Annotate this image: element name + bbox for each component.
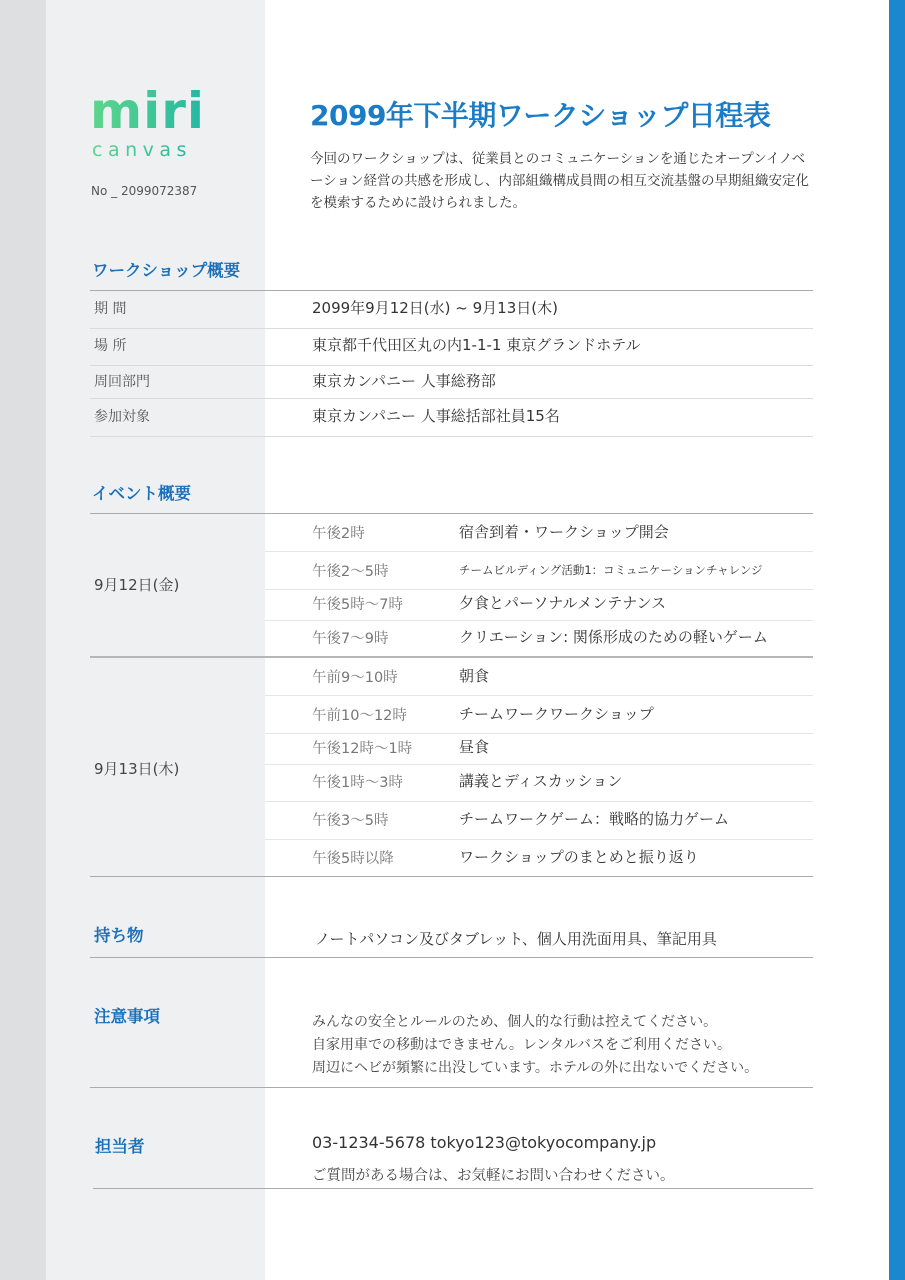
divider <box>265 620 813 621</box>
divider <box>90 398 813 399</box>
event-activity: 講義とディスカッション <box>459 772 623 790</box>
overview-value-department: 東京カンパニー 人事総務部 <box>312 372 496 390</box>
event-time: 午後7～9時 <box>312 631 389 647</box>
contact-phone-email: 03-1234-5678 tokyo123@tokyocompany.jp <box>312 1133 657 1152</box>
event-activity: チームワークゲーム：戦略的協力ゲーム <box>459 810 730 828</box>
divider <box>90 1087 813 1088</box>
divider <box>93 1188 813 1189</box>
event-activity: 朝食 <box>459 667 490 685</box>
note-line: 周辺にヘビが頻繁に出没しています。ホテルの外に出ないでください。 <box>312 1060 759 1076</box>
logo-wordmark-bottom: canvas <box>92 139 192 160</box>
event-date-day2: 9月13日(木) <box>94 760 180 778</box>
event-time: 午後1時～3時 <box>312 775 403 791</box>
divider <box>265 551 813 552</box>
note-line: みんなの安全とルールのため、個人的な行動は控えてください。 <box>312 1014 718 1030</box>
overview-heading: ワークショップ概要 <box>92 261 241 280</box>
document-number: No _ 2099072387 <box>91 184 198 198</box>
event-activity: 夕食とパーソナルメンテナンス <box>459 594 667 612</box>
overview-label-period: 期 間 <box>94 301 127 317</box>
divider <box>265 733 813 734</box>
right-accent-strip <box>889 0 905 1280</box>
divider <box>90 876 813 877</box>
left-margin-strip <box>0 0 46 1280</box>
overview-value-period: 2099年9月12日(水) ~ 9月13日(木) <box>312 299 558 317</box>
event-activity: チームビルディング活動1：コミュニケーションチャレンジ <box>459 563 763 577</box>
event-time: 午後5時～7時 <box>312 597 403 613</box>
note-line: 自家用車での移動はできません。レンタルバスをご利用ください。 <box>312 1037 731 1053</box>
divider <box>265 589 813 590</box>
page-title: 2099年下半期ワークショップ日程表 <box>310 99 771 132</box>
divider <box>265 695 813 696</box>
event-time: 午前10～12時 <box>312 708 407 724</box>
contact-heading: 担当者 <box>95 1137 145 1156</box>
logo-wordmark-top: miri <box>90 88 206 140</box>
divider <box>265 764 813 765</box>
contact-note: ご質問がある場合は、お気軽にお問い合わせください。 <box>312 1168 675 1184</box>
events-heading: イベント概要 <box>92 484 191 503</box>
event-activity: チームワークワークショップ <box>459 705 654 723</box>
event-activity: クリエーション: 関係形成のための軽いゲーム <box>459 628 768 646</box>
divider <box>90 328 813 329</box>
belongings-value: ノートパソコン及びタブレット、個人用洗面用具、筆記用具 <box>315 930 717 948</box>
event-time: 午前9～10時 <box>312 670 398 686</box>
event-activity: 昼食 <box>459 738 490 756</box>
divider <box>90 290 813 291</box>
event-time: 午後12時～1時 <box>312 741 413 757</box>
divider <box>90 513 813 514</box>
overview-label-place: 場 所 <box>94 338 127 354</box>
event-activity: 宿舎到着・ワークショップ開会 <box>459 523 669 541</box>
event-time: 午後3～5時 <box>312 813 389 829</box>
divider <box>90 436 813 437</box>
day-divider <box>90 656 813 658</box>
notes-list <box>312 1011 758 1080</box>
event-time: 午後2～5時 <box>312 564 389 580</box>
overview-label-department: 周回部門 <box>94 374 150 390</box>
belongings-heading: 持ち物 <box>94 926 144 945</box>
event-time: 午後5時以降 <box>312 851 394 867</box>
event-date-day1: 9月12日(金) <box>94 576 180 594</box>
overview-value-place: 東京都千代田区丸の内1-1-1 東京グランドホテル <box>312 336 641 354</box>
divider <box>265 839 813 840</box>
overview-value-participants: 東京カンパニー 人事総括部社員15名 <box>312 407 560 425</box>
divider <box>90 365 813 366</box>
event-time: 午後2時 <box>312 526 365 542</box>
event-activity: ワークショップのまとめと振り返り <box>459 848 699 866</box>
divider <box>265 801 813 802</box>
intro-paragraph: 今回のワークショップは、従業員とのコミュニケーションを通じたオープンイノベーション経営の共感を形成し、内部組織構成員間の相互交流基盤の早期組織安定化を模索するために設けられました。 <box>310 151 809 211</box>
divider <box>90 957 813 958</box>
overview-label-participants: 参加対象 <box>94 409 150 425</box>
miri-canvas-logo <box>90 88 214 160</box>
notes-heading: 注意事項 <box>94 1007 160 1026</box>
